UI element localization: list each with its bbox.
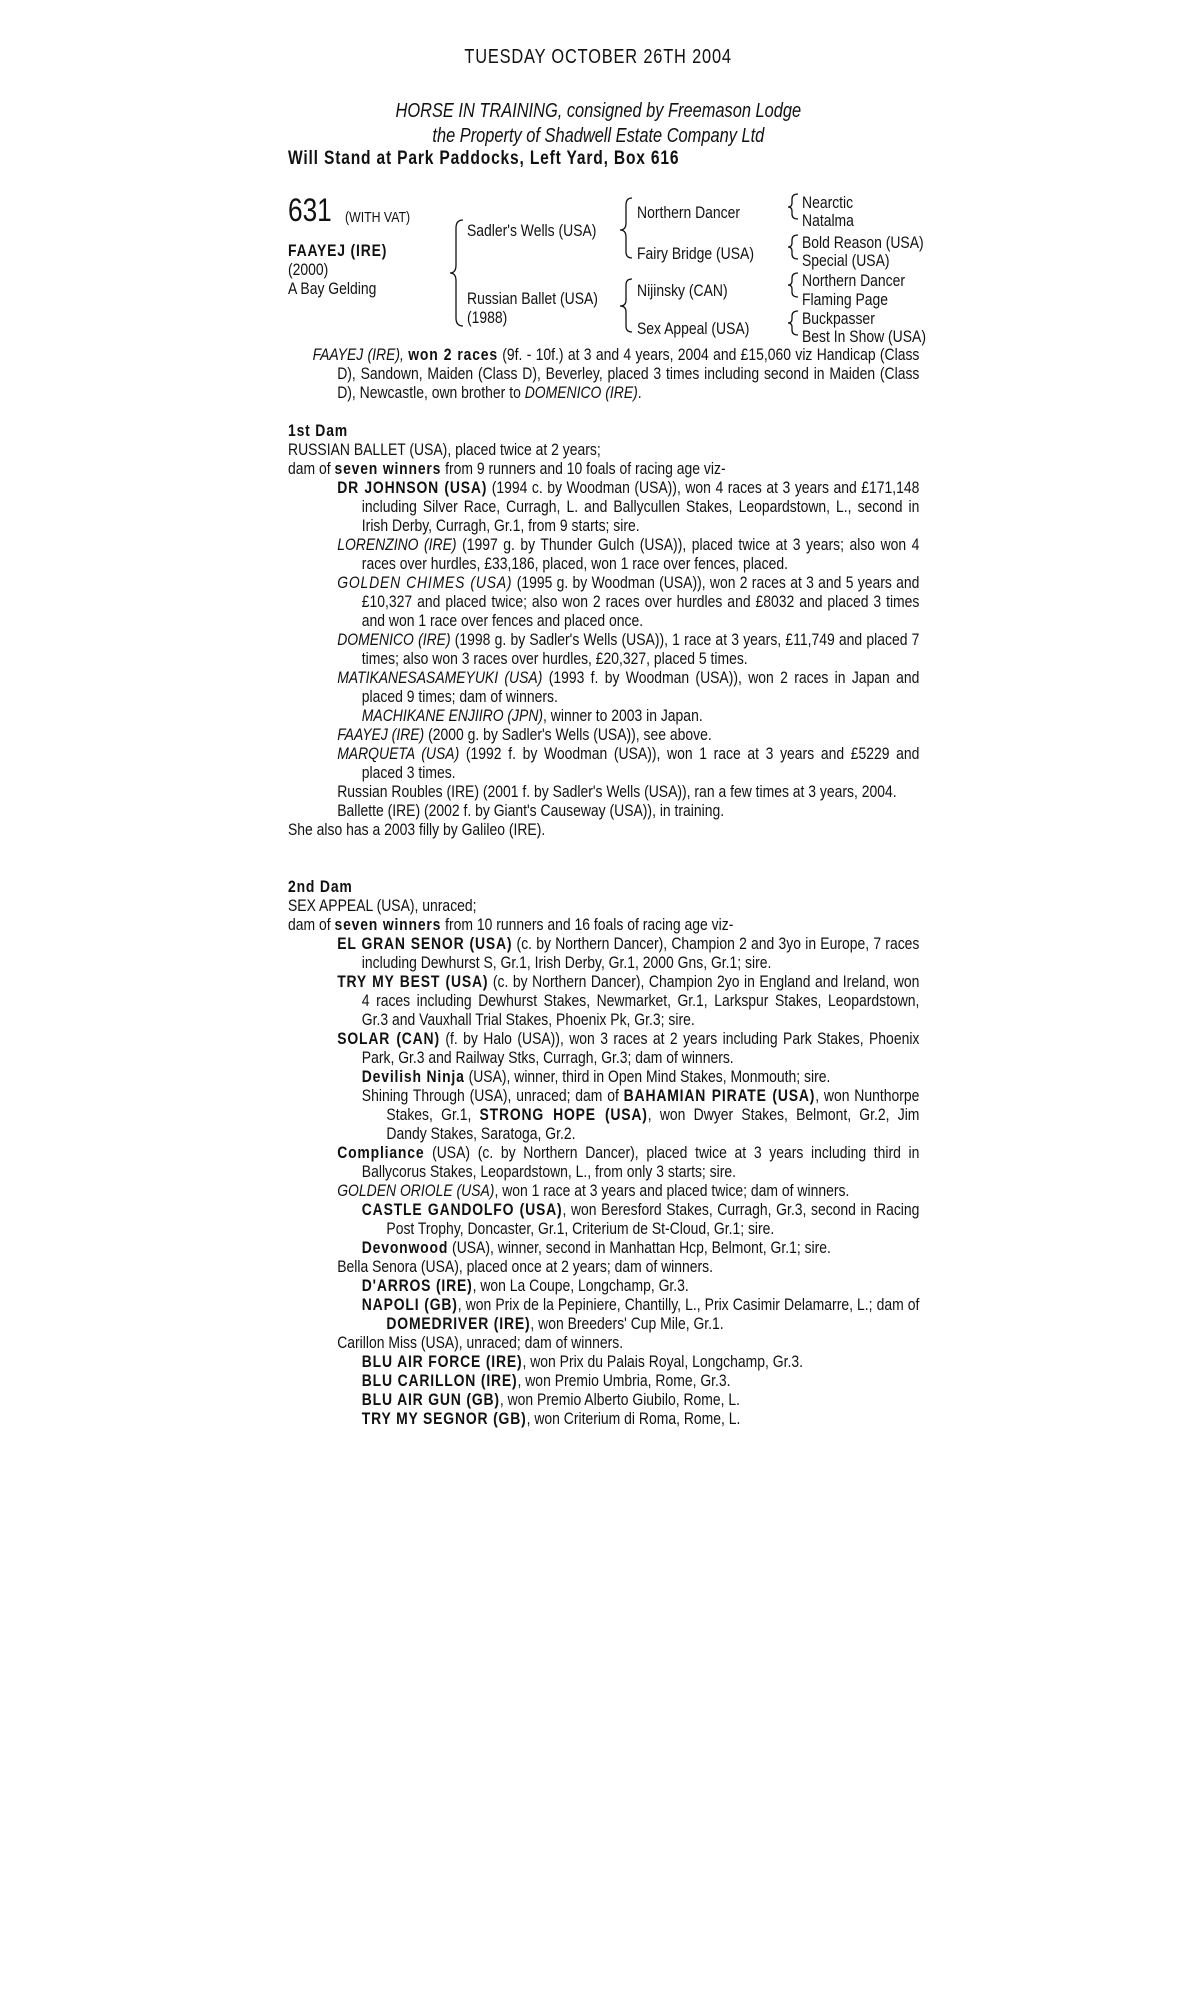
list-item: DR JOHNSON (USA) (1994 c. by Woodman (USA)), won 4 races at 3 years and £171,148 including Silver Race, Curragh, L. and Ballycullen Stakes, Leopardstown, L., second in Irish Derby, Curragh, Gr.1, from 9 starts; sire.: [337, 478, 920, 535]
pedigree-sire-sire: Northern Dancer: [637, 203, 741, 222]
list-item: GOLDEN CHIMES (USA) (1995 g. by Woodman (USA)), won 2 races at 3 and 5 years and £10,327 and placed twice; also won 2 races over hurdles and £8032 and placed 3 times and won 1 race over fences and placed once.: [337, 573, 920, 630]
list-item: CASTLE GANDOLFO (USA), won Beresford Stakes, Curragh, Gr.3, second in Racing Post Trophy, Doncaster, Gr.1, Criterium de St-Cloud, Gr.1; sire.: [361, 1200, 920, 1238]
list-item: SOLAR (CAN) (f. by Halo (USA)), won 3 races at 2 years including Park Stakes, Phoenix Park, Gr.3 and Railway Stks, Curragh, Gr.3; dam of winners.: [337, 1029, 920, 1067]
first-dam-section: [288, 421, 918, 839]
pedigree-gen3-5: Northern Dancer: [802, 271, 906, 290]
list-item: TRY MY SEGNOR (GB), won Criterium di Roma, Rome, L.: [361, 1409, 741, 1428]
list-item: MACHIKANE ENJIIRO (JPN), winner to 2003 in Japan.: [361, 706, 703, 725]
lot-number: 631: [288, 192, 332, 228]
pedigree-sire-dam: Fairy Bridge (USA): [637, 244, 754, 263]
second-dam-line: SEX APPEAL (USA), unraced;: [288, 896, 477, 915]
list-item: Ballette (IRE) (2002 f. by Giant's Causeway (USA)), in training.: [337, 801, 725, 820]
list-item: FAAYEJ (IRE) (2000 g. by Sadler's Wells (USA)), see above.: [337, 725, 712, 744]
first-dam-filly-note: She also has a 2003 filly by Galileo (IRE).: [288, 820, 546, 839]
list-item: BLU AIR FORCE (IRE), won Prix du Palais Royal, Longchamp, Gr.3.: [361, 1352, 803, 1371]
consignment-line-1: HORSE IN TRAINING, consigned by Freemason Lodge: [395, 100, 802, 122]
list-item: Russian Roubles (IRE) (2001 f. by Sadler's Wells (USA)), ran a few times at 3 years, 2004.: [337, 782, 897, 801]
list-item: Shining Through (USA), unraced; dam of BAHAMIAN PIRATE (USA), won Nunthorpe Stakes, Gr.1, STRONG HOPE (USA), won Dwyer Stakes, Belmont, Gr.2, Jim Dandy Stakes, Saratoga, Gr.2.: [361, 1086, 920, 1143]
pedigree-gen3-6: Flaming Page: [802, 290, 889, 309]
consignment-line-2: the Property of Shadwell Estate Company Ltd: [432, 125, 765, 147]
pedigree-brackets: [0, 0, 1197, 360]
pedigree-dam: Russian Ballet (USA): [467, 289, 598, 308]
list-item: MATIKANESASAMEYUKI (USA) (1993 f. by Woodman (USA)), won 2 races in Japan and placed 9 times; dam of winners.: [337, 668, 920, 706]
first-dam-produce-intro: dam of seven winners from 9 runners and 10 foals of racing age viz-: [288, 459, 726, 478]
first-dam-line: RUSSIAN BALLET (USA), placed twice at 2 years;: [288, 440, 601, 459]
list-item: DOMENICO (IRE) (1998 g. by Sadler's Wells (USA)), 1 race at 3 years, £11,749 and placed 7 times; also won 3 races over hurdles, £20,327, placed 5 times.: [337, 630, 920, 668]
list-item: Carillon Miss (USA), unraced; dam of winners.: [337, 1333, 624, 1352]
first-dam-heading: 1st Dam: [288, 421, 348, 440]
pedigree-gen3-3: Bold Reason (USA): [802, 233, 924, 252]
second-dam-section: [288, 877, 918, 1428]
stand-location: Will Stand at Park Paddocks, Left Yard, Box 616: [288, 148, 680, 169]
pedigree-gen3-8: Best In Show (USA): [802, 327, 926, 346]
horse-description: A Bay Gelding: [288, 279, 377, 298]
racing-summary: [288, 345, 918, 402]
summary-paragraph: FAAYEJ (IRE), won 2 races (9f. - 10f.) at 3 and 4 years, 2004 and £15,060 viz Handicap (Class D), Sandown, Maiden (Class D), Beverley, placed 3 times including second in Maiden (Class D), Newcastle, own brother to DOMENICO (IRE).: [312, 345, 920, 402]
list-item: MARQUETA (USA) (1992 f. by Woodman (USA)), won 1 race at 3 years and £5229 and placed 3 times.: [337, 744, 920, 782]
pedigree-gen3-1: Nearctic: [802, 193, 854, 212]
list-item: Compliance (USA) (c. by Northern Dancer), placed twice at 3 years including third in Ballycorus Stakes, Leopardstown, L., from only 3 starts; sire.: [337, 1143, 920, 1181]
pedigree-dam-dam: Sex Appeal (USA): [637, 319, 750, 338]
list-item: Bella Senora (USA), placed once at 2 years; dam of winners.: [337, 1257, 714, 1276]
second-dam-produce-intro: dam of seven winners from 10 runners and 16 foals of racing age viz-: [288, 915, 734, 934]
list-item: D'ARROS (IRE), won La Coupe, Longchamp, Gr.3.: [361, 1276, 689, 1295]
list-item: LORENZINO (IRE) (1997 g. by Thunder Gulch (USA)), placed twice at 3 years; also won 4 races over hurdles, £33,186, placed, won 1 race over fences, placed.: [337, 535, 920, 573]
list-item: BLU AIR GUN (GB), won Premio Alberto Giubilo, Rome, L.: [361, 1390, 741, 1409]
vat-note: (WITH VAT): [345, 209, 411, 226]
pedigree-dam-year: (1988): [467, 308, 508, 327]
list-item: GOLDEN ORIOLE (USA), won 1 race at 3 years and placed twice; dam of winners.: [337, 1181, 850, 1200]
list-item: EL GRAN SENOR (USA) (c. by Northern Dancer), Champion 2 and 3yo in Europe, 7 races including Dewhurst S, Gr.1, Irish Derby, Gr.1, 2000 Gns, Gr.1; sire.: [337, 934, 920, 972]
pedigree-sire: Sadler's Wells (USA): [467, 221, 597, 240]
horse-name: FAAYEJ (IRE): [288, 241, 388, 260]
list-item: Devilish Ninja (USA), winner, third in Open Mind Stakes, Monmouth; sire.: [361, 1067, 831, 1086]
pedigree-gen3-4: Special (USA): [802, 251, 890, 270]
sale-date: TUESDAY OCTOBER 26TH 2004: [464, 46, 733, 68]
second-dam-heading: 2nd Dam: [288, 877, 353, 896]
list-item: Devonwood (USA), winner, second in Manhattan Hcp, Belmont, Gr.1; sire.: [361, 1238, 831, 1257]
list-item: NAPOLI (GB), won Prix de la Pepiniere, Chantilly, L., Prix Casimir Delamarre, L.; dam of DOMEDRIVER (IRE), won Breeders' Cup Mile, Gr.1.: [361, 1295, 920, 1333]
pedigree-dam-sire: Nijinsky (CAN): [637, 281, 728, 300]
list-item: TRY MY BEST (USA) (c. by Northern Dancer), Champion 2yo in England and Ireland, won 4 races including Dewhurst Stakes, Newmarket, Gr.1, Larkspur Stakes, Leopardstown, Gr.3 and Vauxhall Trial Stakes, Phoenix Pk, Gr.3; sire.: [337, 972, 920, 1029]
pedigree-gen3-7: Buckpasser: [802, 309, 875, 328]
horse-year: (2000): [288, 260, 329, 279]
list-item: BLU CARILLON (IRE), won Premio Umbria, Rome, Gr.3.: [361, 1371, 731, 1390]
pedigree-gen3-2: Natalma: [802, 211, 854, 230]
